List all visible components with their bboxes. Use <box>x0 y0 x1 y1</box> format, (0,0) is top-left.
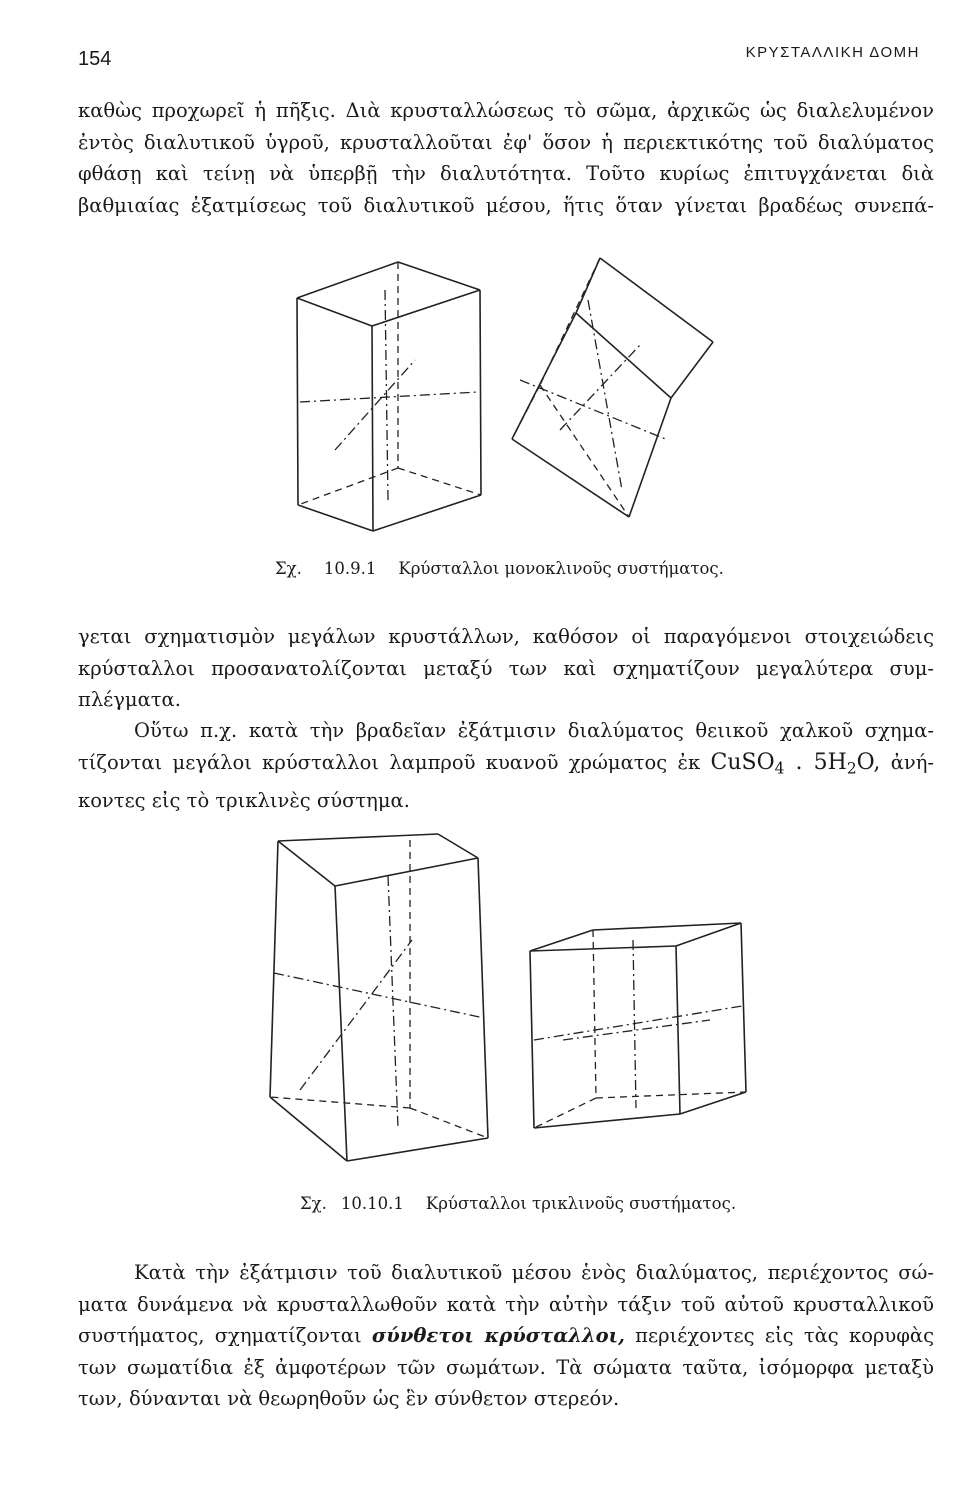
caption-number: 10.10.1 <box>340 1194 404 1213</box>
formula-part: . 5H <box>784 749 847 775</box>
emphasized-term: σύνθετοι κρύσταλλοι, <box>371 1324 625 1347</box>
caption-number: 10.9.1 <box>323 559 377 578</box>
triclinic-crystal-left <box>270 834 488 1161</box>
text-span: ἀνή- <box>880 750 934 774</box>
text-line <box>78 747 934 785</box>
text-line: κρύσταλλοι προσανατολίζονται μεταξύ των καὶ σχηματίζουν μεγαλύτερα συμ- <box>78 656 934 680</box>
triclinic-crystal-right <box>530 923 746 1128</box>
text-line: των, δύνανται νὰ θεωρηθοῦν ὡς ἓν σύνθετον στερεόν. <box>78 1387 620 1410</box>
text-line: γεται σχηματισμὸν μεγάλων κρυστάλλων, καθόσον οἱ παραγόμενοι στοιχειώδεις <box>78 625 934 648</box>
text-line: Κατὰ τὴν ἐξάτμισιν τοῦ διαλυτικοῦ μέσου ἑνὸς διαλύματος, περιέχοντος σώ- <box>134 1261 934 1284</box>
figure-monoclinic-crystals <box>280 250 740 540</box>
caption-text: Κρύσταλλοι τρικλινοῦς συστήματος. <box>425 1194 737 1213</box>
formula-subscript: 4 <box>774 759 785 778</box>
text-span: περιέχοντες εἰς τὰς κορυφὰς <box>624 1324 934 1347</box>
figure-1-caption <box>275 559 724 578</box>
text-span: συστήματος, σχηματίζονται <box>78 1324 372 1347</box>
page-number: 154 <box>78 48 112 70</box>
text-line: καθὼς προχωρεῖ ἡ πῆξις. Διὰ κρυσταλλώσεως τὸ σῶμα, ἀρχικῶς ὡς διαλελυμένον <box>78 99 934 122</box>
paragraph-2 <box>78 621 934 716</box>
text-line: κοντες εἰς τὸ τρικλινὲς σύστημα. <box>78 788 410 812</box>
text-line <box>78 1320 934 1352</box>
monoclinic-crystal-right <box>512 258 713 517</box>
chemical-formula <box>710 749 881 778</box>
text-line: φθάσῃ καὶ τείνῃ νὰ ὑπερβῇ τὴν διαλυτότητα. Τοῦτο κυρίως ἐπιτυγχάνεται διὰ <box>78 162 934 185</box>
figure-triclinic-crystals <box>260 830 760 1180</box>
text-line: ματα δυνάμενα νὰ κρυσταλλωθοῦν κατὰ τὴν αὐτὴν τάξιν τοῦ αὐτοῦ κρυσταλλικοῦ <box>78 1292 934 1316</box>
figure-2-caption <box>300 1194 736 1213</box>
caption-prefix: Σχ. <box>275 559 302 578</box>
paragraph-4 <box>78 1257 934 1415</box>
formula-part: CuSO <box>710 749 775 775</box>
text-span: τίζονται μεγάλοι κρύσταλλοι λαμπροῦ κυανοῦ χρώματος ἐκ <box>78 750 711 774</box>
paragraph-1 <box>78 95 934 221</box>
formula-part: O, <box>856 749 881 775</box>
text-line: πλέγματα. <box>78 688 181 711</box>
caption-prefix: Σχ. <box>300 1194 327 1213</box>
caption-text: Κρύσταλλοι μονοκλινοῦς συστήματος. <box>398 559 724 578</box>
text-line: ἐντὸς διαλυτικοῦ ὑγροῦ, κρυσταλλοῦται ἐφ' ὅσον ἡ περιεκτικότης τοῦ διαλύματος <box>78 130 934 154</box>
text-line: Οὕτω π.χ. κατὰ τὴν βραδεῖαν ἐξάτμισιν διαλύματος θειικοῦ χαλκοῦ σχημα- <box>134 719 934 742</box>
running-head: ΚΡΥΣΤΑΛΛΙΚΗ ΔΟΜΗ <box>745 44 920 61</box>
text-line: βαθμιαίας ἐξατμίσεως τοῦ διαλυτικοῦ μέσου, ἥτις ὅταν γίνεται βραδέως συνεπά- <box>78 193 934 217</box>
formula-subscript: 2 <box>846 759 857 778</box>
monoclinic-crystal-left <box>297 262 481 531</box>
paragraph-3 <box>78 715 934 816</box>
text-line: των σωματίδια ἐξ ἀμφοτέρων τῶν σωμάτων. Τὰ σώματα ταῦτα, ἰσόμορφα μεταξὺ <box>78 1355 934 1379</box>
